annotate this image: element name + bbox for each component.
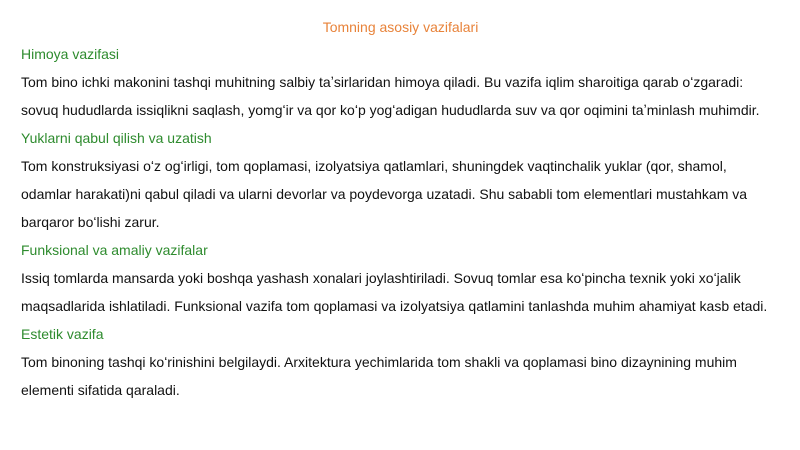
section-functional [21, 236, 780, 320]
section-heading: Funksional va amaliy vazifalar [21, 242, 208, 258]
slide-title: Tomning asosiy vazifalari [322, 19, 479, 35]
section-aesthetic [21, 320, 780, 404]
section-heading: Himoya vazifasi [21, 46, 120, 62]
section-body: Tom konstruksiyasi oʻz ogʻirligi, tom qoplamasi, izolyatsiya qatlamlari, shuningdek vaqtinchalik yuklar (qor, shamol, odamlar harakati)ni qabul qiladi va ularni devorlar va poydevorga uzatadi. Shu sababli tom elementlari mustahkam va barqaror boʻlishi zarur. [21, 158, 748, 230]
section-protection [21, 40, 780, 124]
section-body: Tom binoning tashqi koʻrinishini belgilaydi. Arxitektura yechimlarida tom shakli va qoplamasi bino dizaynining muhim elementi sifatida qaraladi. [21, 354, 737, 398]
section-heading: Estetik vazifa [21, 326, 104, 342]
section-heading: Yuklarni qabul qilish va uzatish [21, 130, 212, 146]
section-body: Tom bino ichki makonini tashqi muhitning salbiy taʼsirlaridan himoya qiladi. Bu vazifa iqlim sharoitiga qarab oʻzgaradi: sovuq hududlarda issiqlikni saqlash, yomgʻir va qor koʻp yogʻadigan hududlarda suv va qor oqimini taʼminlash muhimdir. [21, 74, 760, 118]
section-body: Issiq tomlarda mansarda yoki boshqa yashash xonalari joylashtiriladi. Sovuq tomlar esa koʻpincha texnik yoki xoʻjalik maqsadlarida ishlatiladi. Funksional vazifa tom qoplamasi va izolyatsiya qatlamini tanlashda muhim ahamiyat kasb etadi. [21, 270, 768, 314]
section-loads [21, 124, 780, 236]
